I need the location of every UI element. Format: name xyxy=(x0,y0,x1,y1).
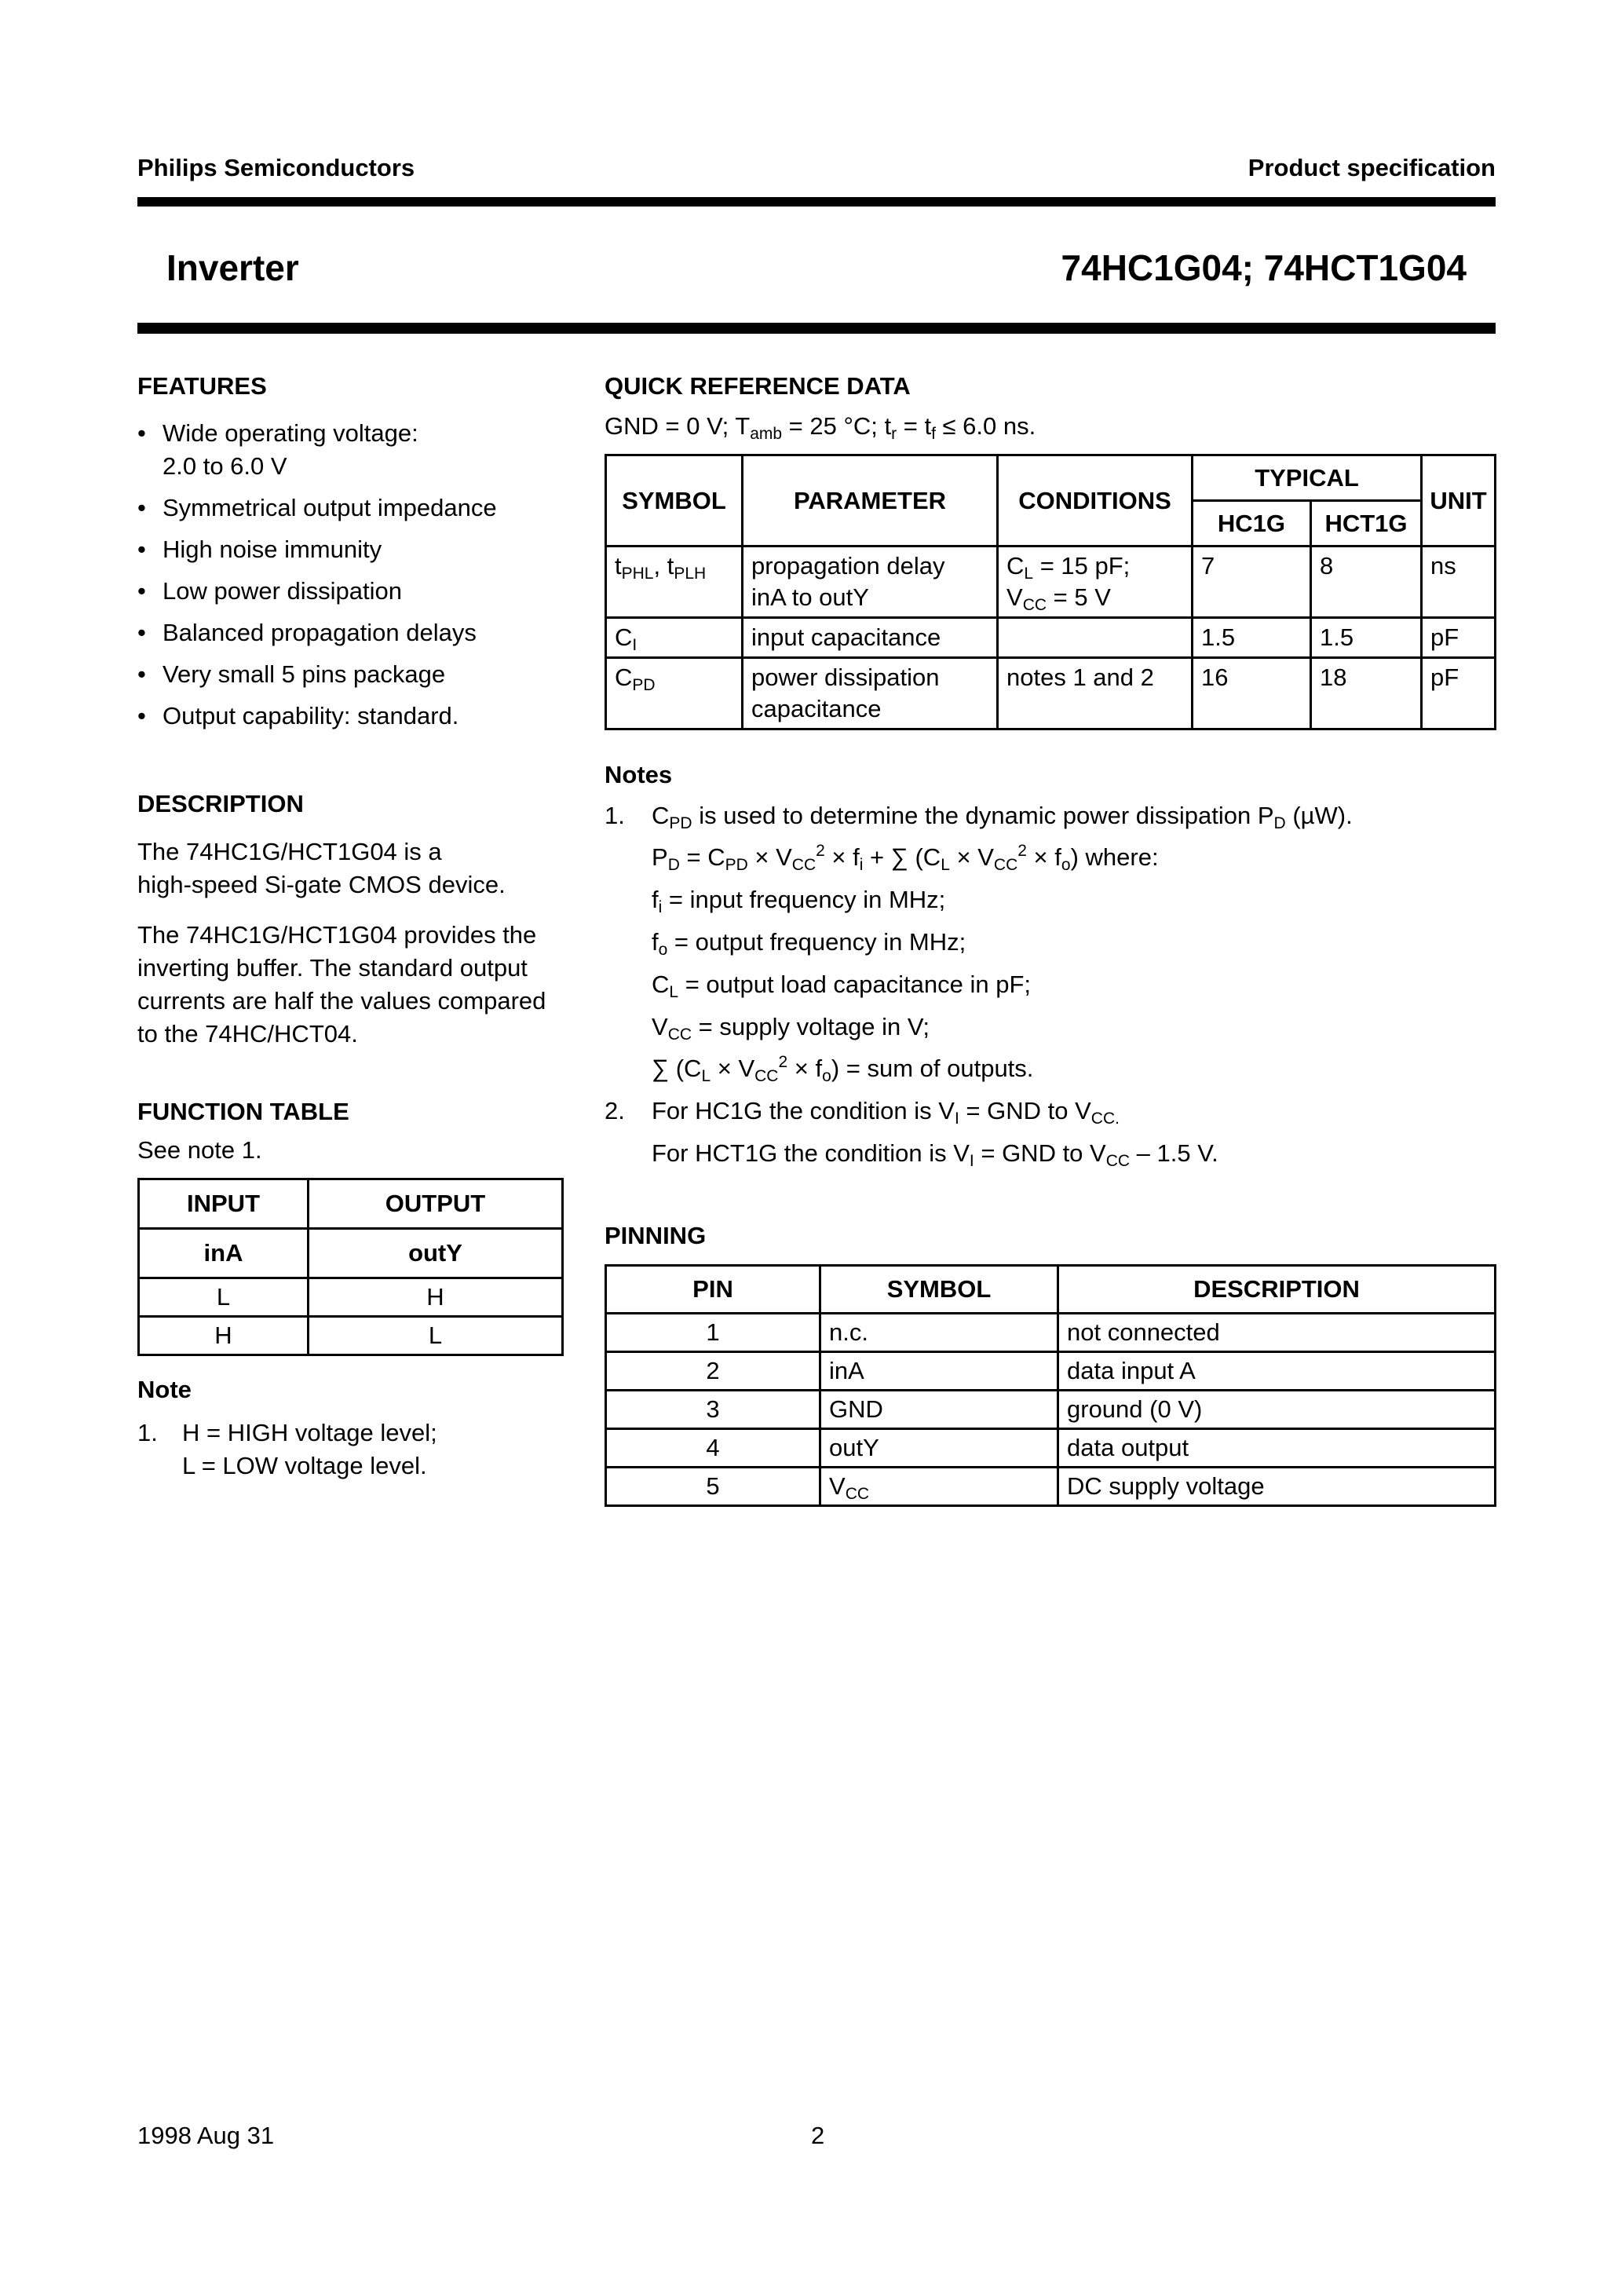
page-title: Inverter xyxy=(166,247,299,288)
function-table-see-note: See note 1. xyxy=(137,1136,262,1164)
function-col-input: INPUT xyxy=(139,1179,309,1229)
list-item: • Output capability: standard. xyxy=(137,702,459,729)
description-paragraph-1: The 74HC1G/HCT1G04 is a high-speed Si-gate CMOS device. xyxy=(137,838,506,898)
quick-reference-heading: QUICK REFERENCE DATA xyxy=(605,372,911,400)
pinning-heading: PINNING xyxy=(605,1222,707,1249)
header-rule xyxy=(137,197,1496,207)
table-row: H L xyxy=(139,1317,563,1355)
quick-reference-table xyxy=(605,454,1496,730)
qrd-col-unit: UNIT xyxy=(1422,455,1496,547)
function-note-text: H = HIGH voltage level; L = LOW voltage level. xyxy=(182,1419,437,1479)
company-name: Philips Semiconductors xyxy=(137,154,415,181)
function-table-heading: FUNCTION TABLE xyxy=(137,1098,349,1125)
function-sub-input: inA xyxy=(139,1229,309,1278)
notes-block: 1. $C_{PD}$ is used to determine the dynamic power dissipation $P_D$ (µW). $P_D = C_{PD} \times V_{CC}^2 \times f_i$ + ∑ $(C_L \times V_{CC}^2 \times f_o)$ where: $f_i$ = input frequency in MHz; $f_o$ = output frequency in MHz; $C_L$ = output load capacitance in pF; $V_{CC}$ = supply voltage in V; ∑ $(C_L \times V_{CC}^2 \times f_o)$ = sum of outputs. 2. For HC1G the condition is $V_I$ = GND to $V_{CC.}$ For HCT1G the condition is $V_I$ = GND to $V_{CC} - 1.5$ V. xyxy=(605,802,1353,1170)
pinning-table xyxy=(605,1264,1496,1507)
table-row: $C_{PD}$ power dissipation capacitance notes 1 and 2 16 18 pF xyxy=(606,658,1496,729)
function-note-number: 1. xyxy=(137,1419,158,1446)
qrd-col-symbol: SYMBOL xyxy=(606,455,743,547)
list-item: • Symmetrical output impedance xyxy=(137,494,497,521)
table-row: $C_I$ input capacitance 1.5 1.5 pF xyxy=(606,618,1496,658)
pin-col-description: DESCRIPTION xyxy=(1058,1266,1496,1314)
qrd-col-hc1g: HC1G xyxy=(1193,501,1311,547)
function-table xyxy=(137,1178,564,1356)
table-row: 3 GND ground (0 V) xyxy=(606,1391,1496,1429)
list-item: 2.0 to 6.0 V xyxy=(163,452,287,480)
table-row: 4 outY data output xyxy=(606,1429,1496,1468)
qrd-col-conditions: CONDITIONS xyxy=(998,455,1193,547)
quick-reference-conditions: GND = 0 V; $T_{amb} = 25$ °C; $t_r = t_f \le 6.0$ ns. xyxy=(605,412,1036,443)
features-heading: FEATURES xyxy=(137,372,267,400)
document-type: Product specification xyxy=(1248,154,1496,181)
qrd-col-parameter: PARAMETER xyxy=(743,455,998,547)
list-item: • High noise immunity xyxy=(137,536,382,563)
list-item: • Very small 5 pins package xyxy=(137,660,446,688)
function-note-heading: Note xyxy=(137,1376,192,1403)
function-col-output: OUTPUT xyxy=(309,1179,563,1229)
qrd-col-typical: TYPICAL xyxy=(1193,455,1422,501)
description-paragraph-2: The 74HC1G/HCT1G04 provides the inverting buffer. The standard output currents are half the values compared to the 74HC/HCT04. xyxy=(137,921,546,1047)
part-numbers: 74HC1G04; 74HCT1G04 xyxy=(1061,247,1467,288)
table-row: L H xyxy=(139,1278,563,1317)
list-item: • Balanced propagation delays xyxy=(137,619,477,646)
features-list xyxy=(137,417,569,741)
pin-col-pin: PIN xyxy=(606,1266,820,1314)
table-row: $t_{PHL}$, $t_{PLH}$ propagation delay inA to outY $C_L = 15$ pF; $V_{CC} = 5$ V 7 8 ns xyxy=(606,547,1496,618)
notes-heading: Notes xyxy=(605,761,673,788)
qrd-col-hct1g: HCT1G xyxy=(1311,501,1422,547)
footer-date: 1998 Aug 31 xyxy=(137,2122,275,2149)
table-row: 2 inA data input A xyxy=(606,1352,1496,1391)
page-number: 2 xyxy=(811,2122,825,2149)
description-heading: DESCRIPTION xyxy=(137,790,304,817)
pin-col-symbol: SYMBOL xyxy=(820,1266,1058,1314)
table-row: 5 $V_{CC}$ DC supply voltage xyxy=(606,1468,1496,1506)
table-row: 1 n.c. not connected xyxy=(606,1314,1496,1352)
list-item: • Wide operating voltage: xyxy=(137,419,418,447)
function-sub-output: outY xyxy=(309,1229,563,1278)
list-item: • Low power dissipation xyxy=(137,577,403,605)
title-rule xyxy=(137,323,1496,334)
